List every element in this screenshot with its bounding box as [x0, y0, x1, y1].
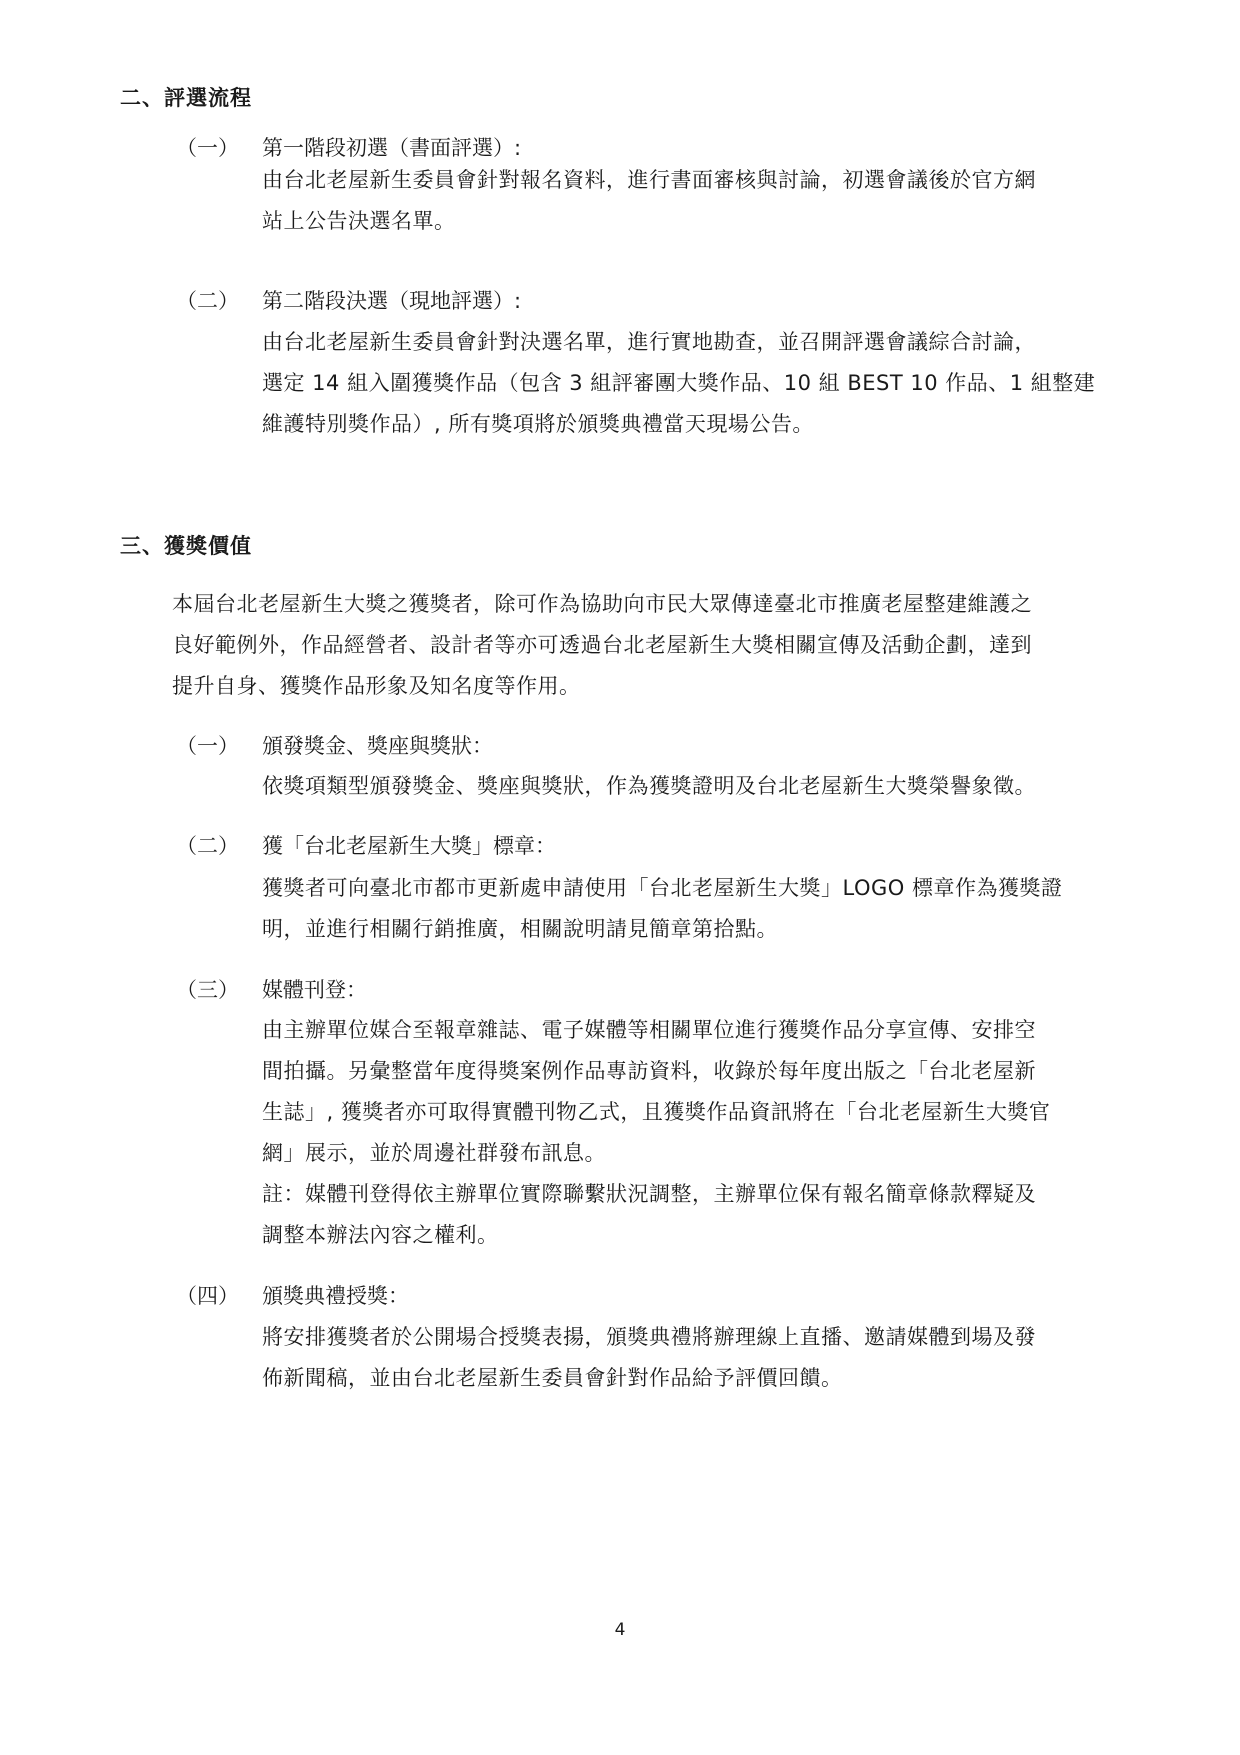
item-body — [262, 160, 1036, 242]
text-line: 網」展示，並於周邊社群發布訊息。 — [262, 1141, 606, 1165]
text-line: 依獎項類型頒發獎金、獎座與獎狀，作為獲獎證明及台北老屋新生大獎榮譽象徵。 — [262, 774, 1036, 798]
text-line: 獲獎者可向臺北市都市更新處申請使用「台北老屋新生大獎」LOGO 標章作為獲獎證 — [262, 876, 1063, 900]
text-line: 佈新聞稿，並由台北老屋新生委員會針對作品給予評價回饋。 — [262, 1366, 843, 1390]
note-line: 註：媒體刊登得依主辦單位實際聯繫狀況調整，主辦單位保有報名簡章條款釋疑及 — [262, 1182, 1036, 1206]
page-number: 4 — [614, 1620, 626, 1640]
text-line: 由台北老屋新生委員會針對報名資料，進行書面審核與討論，初選會議後於官方網 — [262, 168, 1036, 192]
item-heading: 頒發獎金、獎座與獎狀： — [262, 734, 493, 758]
item-body — [262, 766, 1036, 807]
item-body — [262, 322, 1095, 445]
text-line: 本屆台北老屋新生大獎之獲獎者，除可作為協助向市民大眾傳達臺北市推廣老屋整建維護之 — [172, 592, 1032, 616]
item-number: （二） — [176, 289, 239, 313]
section-title-evaluation-process: 二、評選流程 — [120, 86, 252, 110]
intro-paragraph — [172, 584, 1032, 707]
text-line: 將安排獲獎者於公開場合授獎表揚，頒獎典禮將辦理線上直播、邀請媒體到場及發 — [262, 1325, 1036, 1349]
item-body — [262, 1317, 1036, 1399]
text-line: 生誌」, 獲獎者亦可取得實體刊物乙式，且獲獎作品資訊將在「台北老屋新生大獎官 — [262, 1100, 1051, 1124]
text-line: 提升自身、獲獎作品形象及知名度等作用。 — [172, 674, 581, 698]
section-title-award-value: 三、獲獎價值 — [120, 534, 252, 558]
text-line: 明，並進行相關行銷推廣，相關說明請見簡章第拾點。 — [262, 917, 778, 941]
text-line: 由主辦單位媒合至報章雜誌、電子媒體等相關單位進行獲獎作品分享宣傳、安排空 — [262, 1018, 1036, 1042]
item-heading: 獲「台北老屋新生大獎」標章： — [262, 834, 556, 858]
text-line: 站上公告決選名單。 — [262, 209, 456, 233]
item-body — [262, 1010, 1050, 1256]
item-heading: 第二階段決選（現地評選）: — [262, 289, 522, 313]
item-number: （三） — [176, 978, 239, 1002]
text-line: 選定 14 組入圍獲獎作品（包含 3 組評審團大獎作品、10 組 BEST 10 作品、1 組整建 — [262, 371, 1096, 395]
item-number: （二） — [176, 834, 239, 858]
text-line: 維護特別獎作品）, 所有獎項將於頒獎典禮當天現場公告。 — [262, 412, 814, 436]
item-heading: 頒獎典禮授獎： — [262, 1284, 409, 1308]
item-heading: 媒體刊登： — [262, 978, 367, 1002]
text-line: 間拍攝。另彙整當年度得獎案例作品專訪資料，收錄於每年度出版之「台北老屋新 — [262, 1059, 1036, 1083]
item-number: （一） — [176, 136, 239, 160]
text-line: 良好範例外，作品經營者、設計者等亦可透過台北老屋新生大獎相關宣傳及活動企劃，達到 — [172, 633, 1032, 657]
note-line: 調整本辦法內容之權利。 — [262, 1223, 499, 1247]
item-number: （一） — [176, 734, 239, 758]
text-line: 由台北老屋新生委員會針對決選名單，進行實地勘查，並召開評選會議綜合討論， — [262, 330, 1036, 354]
item-number: （四） — [176, 1284, 239, 1308]
item-body — [262, 868, 1062, 950]
item-heading: 第一階段初選（書面評選）: — [262, 136, 522, 160]
